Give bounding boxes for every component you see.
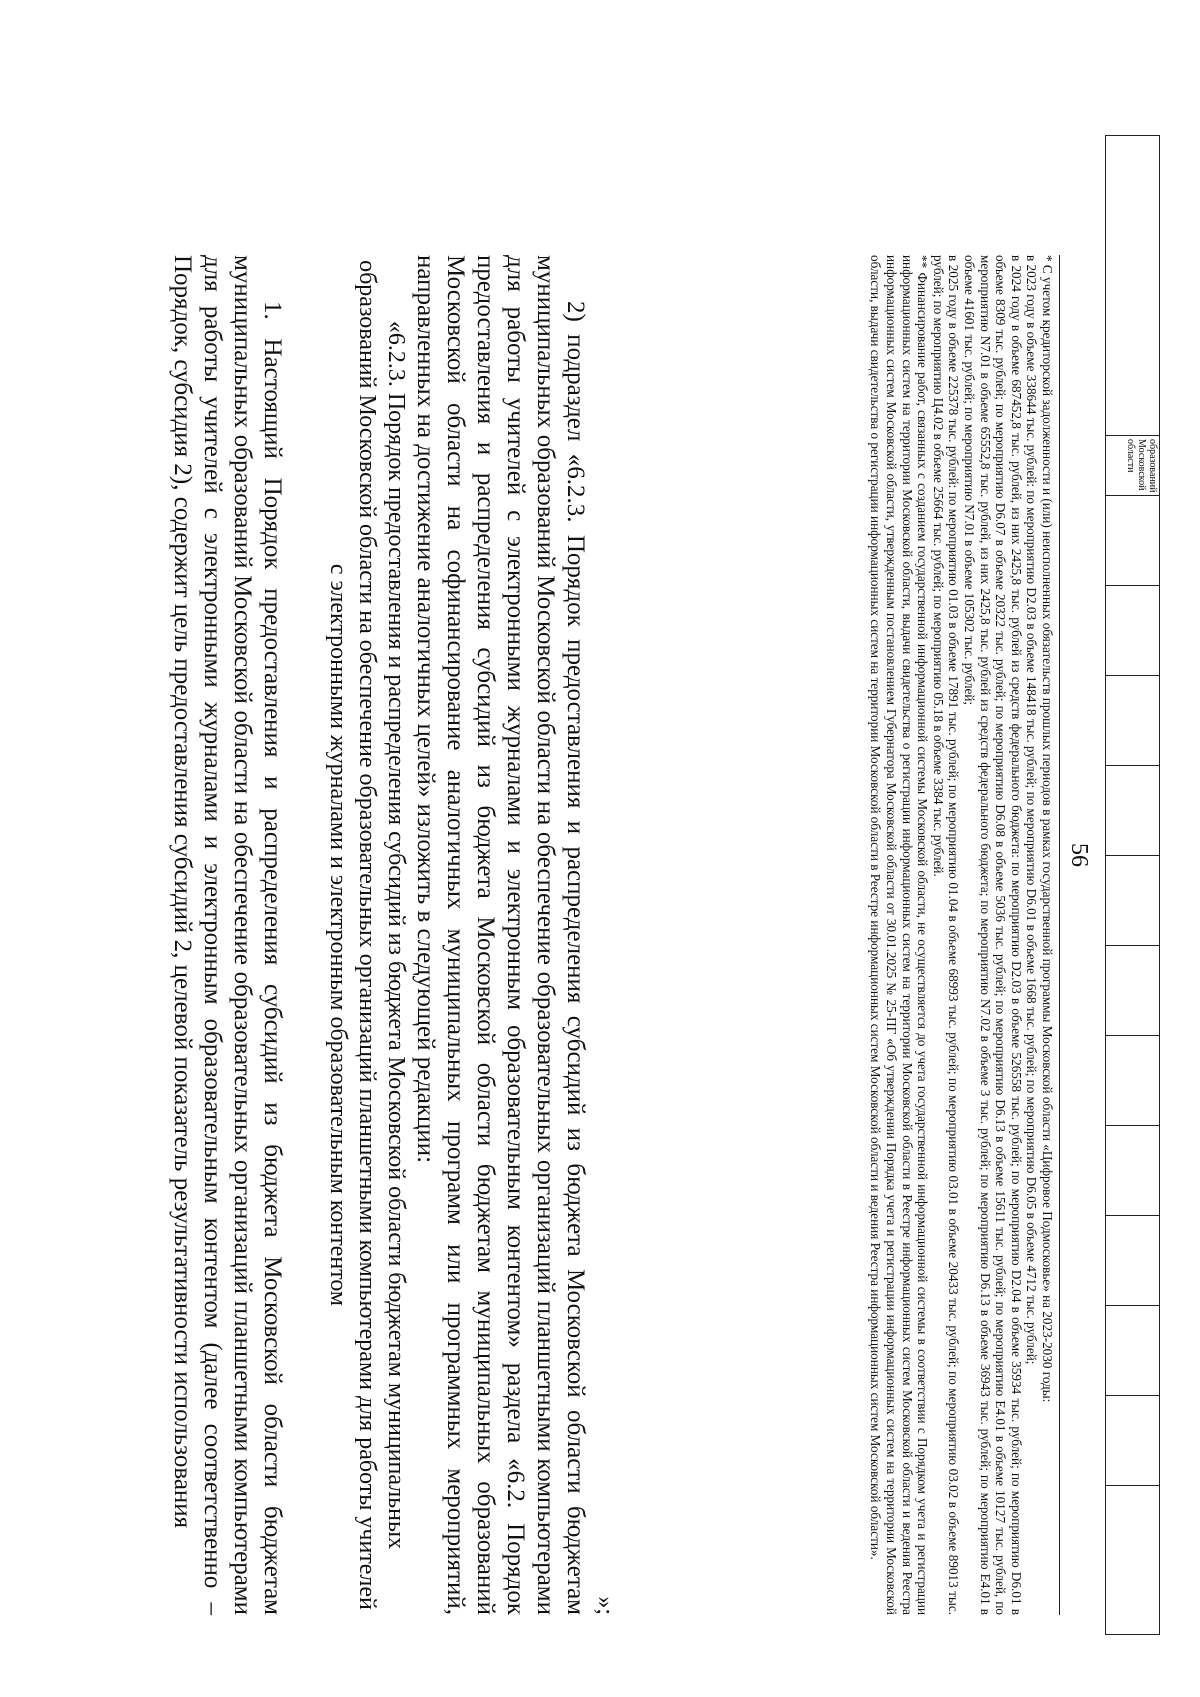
main-text (167, 255, 620, 1615)
section-heading: «6.2.3. Порядок предоставления и распределения субсидий из бюджета Московской области бюджетам муниципальных образований Московской области на обеспечение образовательных организаций планшетными компьютерами для работы учителей с электронными журналами и электронным образовательным контентом (325, 260, 409, 1610)
footnote-1-year-2025: в 2025 году в объеме 225378 тыс. рублей: по мероприятию 01.03 в объеме 17891 тыс. рублей; по мероприятию 01.04 в объеме 68993 тыс. рублей; по мероприятию 03.01 в объеме 20433 тыс. рублей; по мероприятию 03.02 в объеме 89013 тыс. рублей; по мероприятию Ц4.02 в объеме 25664 тыс. рублей; по мероприятию 05.18 в объеме 3384 тыс. рублей. (930, 255, 962, 1615)
table-cell-empty (1106, 1216, 1159, 1306)
table-cell-empty (1106, 946, 1159, 1036)
rotated-page (50, 55, 1160, 1655)
table-cell-region: образований Московской области (1106, 436, 1159, 496)
paragraph-amendment: 2) подраздел «6.2.3. Порядок предоставления и распределения субсидий из бюджета Московской области бюджетам муниципальных образований Московской области на обеспечение образовательных организаций планшетными компьютерами для работы учителей с электронными журналами и электронным образовательным контентом» раздела «6.2. Порядок предоставления и распределения субсидий из бюджета Московской области бюджетам муниципальных образований Московской области на софинансирование аналогичных муниципальных программ или программных мероприятий, направленных на достижение аналогичных целей» изложить в следующей редакции: (412, 255, 589, 1615)
table-cell-empty (1106, 1306, 1159, 1396)
footnote-2: ** Финансирование работ, связанных с созданием государственной информационной системы Московской области, не осуществляется до учета государственной информационной системы в соответствии с Порядком учета и регистрации информационных систем на территории Московской области, выдачи свидетельства о регистрации информационных систем на территории Московской области в Реестре информационных систем Московской области и ведения Реестра информационных систем Московской области, утвержденным постановлением Губернатора Московской области от 30.01.2025 № 25-ПГ «Об утверждении Порядка учета и регистрации информационных систем на территории Московской области, выдачи свидетельства о регистрации информационных систем на территории Московской области в Реестре информационных систем Московской области и ведения Реестра информационных систем Московской области». (868, 255, 931, 1615)
footnote-1-intro: * С учетом кредиторской задолженности и (или) неисполненных обязательств прошлых периодов в рамках государственной программы Московской области «Цифровое Подмосковье» на 2023-2030 годы: (1040, 255, 1055, 1403)
closing-quote-mark: »; (592, 1596, 618, 1615)
paragraph-1: 1. Настоящий Порядок предоставления и распределения субсидий из бюджета Московской области бюджетам муниципальных образований Московской области на обеспечение образовательных организаций планшетными компьютерами для работы учителей с электронными журналами и электронным образовательным контентом (далее соответственно – Порядок, субсидия 2), содержит цель предоставления субсидий 2, целевой показатель результативности использования (169, 255, 286, 1615)
footnotes (868, 255, 1060, 1615)
page-number: 56 (1066, 843, 1092, 867)
table-cell-empty (1106, 1396, 1159, 1486)
footnote-1-year-2023: в 2023 году в объеме 338644 тыс. рублей: по мероприятию D2.03 в объеме 148418 тыс. рублей; по мероприятию D6.01 в объеме 1668 тыс. рублей; по мероприятию D6.05 в объеме 4712 тыс. рублей; (1024, 255, 1040, 1365)
table-continuation (1105, 135, 1160, 1635)
footnote-1-year-2024: в 2024 году в объеме 687452,8 тыс. рублей, из них 2425,8 тыс. рублей из средств федерального бюджета: по мероприятию D2.03 в объеме 526558 тыс. рублей; по мероприятию D2.04 в объеме 35934 тыс. рублей; по мероприятию D6.01 в объеме 8309 тыс. рублей; по мероприятию D6.07 в объеме 20322 тыс. рублей; по мероприятию D6.08 в объеме 5036 тыс. рублей; по мероприятию D6.13 в объеме 15611 тыс. рублей; по мероприятию E4.01 в объеме 10127 тыс. рублей, по мероприятию N7.01 в объеме 65552,8 тыс. рублей, из них 2425,8 тыс. рублей из средств федерального бюджета; по мероприятию N7.02 в объеме 3 тыс. рублей; по мероприятию D6.13 в объеме 36943 тыс. рублей; по мероприятию E4.01 в объеме 41601 тыс. рублей; по мероприятию N7.01 в объеме 105302 тыс. рублей; (962, 255, 1024, 1615)
table-cell-empty (1106, 766, 1159, 856)
table-cell-empty (1106, 676, 1159, 766)
table-cell-empty (1106, 586, 1159, 676)
table-cell-empty (1106, 1036, 1159, 1126)
table-cell-empty (1106, 496, 1159, 586)
table-cell-empty (1106, 1126, 1159, 1216)
table-cell-empty (1106, 1486, 1159, 1634)
table-cell-empty (1106, 856, 1159, 946)
table-cell-empty (1106, 136, 1159, 436)
spacer (287, 255, 323, 1615)
